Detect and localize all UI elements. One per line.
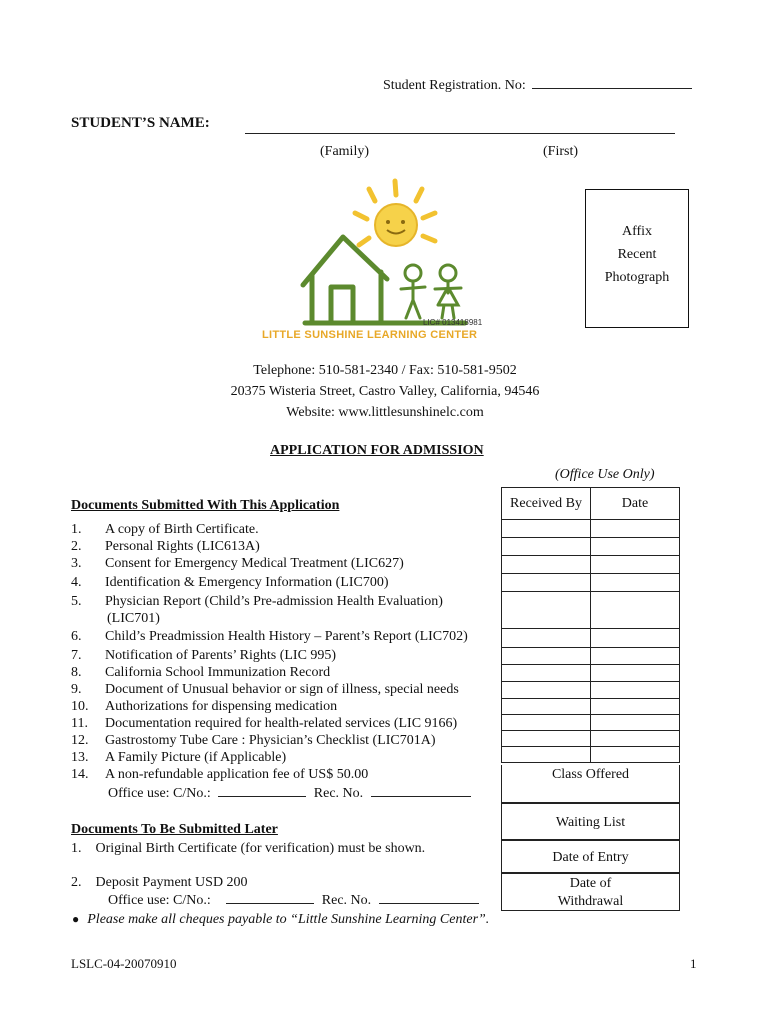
waiting-list-cell: Waiting List: [501, 803, 680, 840]
date-cell[interactable]: [591, 629, 680, 648]
list-item: 9. Document of Unusual behavior or sign of illness, special needs: [71, 682, 459, 697]
contact-block: [0, 360, 770, 423]
photo-line-affix: Affix: [621, 224, 653, 239]
family-label: (Family): [320, 144, 369, 159]
submitted-heading: Documents Submitted With This Application: [71, 498, 340, 513]
list-item: 1. A copy of Birth Certificate.: [71, 522, 259, 537]
date-cell[interactable]: [591, 538, 680, 556]
contact-phone: Telephone: 510-581-2340 / Fax: 510-581-9502: [253, 363, 517, 378]
cheque-note: ● Please make all cheques payable to “Little Sunshine Learning Center”.: [72, 912, 490, 927]
list-item: 10. Authorizations for dispensing medication: [71, 699, 338, 714]
received-by-cell[interactable]: [502, 574, 591, 592]
later-item-2: 2. Deposit Payment USD 200: [71, 875, 248, 890]
submitted-office-use-row: Office use: C/No.: Rec. No.: [108, 786, 471, 802]
received-by-cell[interactable]: [502, 699, 591, 715]
date-cell[interactable]: [591, 520, 680, 538]
office-use-label: (Office Use Only): [555, 467, 655, 482]
date-cell[interactable]: [591, 648, 680, 665]
page-title: APPLICATION FOR ADMISSION: [270, 443, 484, 458]
first-label: (First): [543, 144, 578, 159]
registration-number-field[interactable]: [532, 87, 692, 89]
received-by-cell[interactable]: [502, 520, 591, 538]
list-item: 8. California School Immunization Record: [71, 665, 331, 680]
date-cell[interactable]: [591, 715, 680, 731]
list-item: 4. Identification & Emergency Information (LIC700): [71, 575, 389, 590]
list-item: 5. Physician Report (Child’s Pre-admission Health Evaluation) (LIC701): [71, 594, 443, 626]
date-cell[interactable]: [591, 665, 680, 682]
photo-line-recent: Recent: [617, 247, 657, 262]
later-item-1: 1. Original Birth Certificate (for verification) must be shown.: [71, 841, 426, 856]
logo-license: LIC# 013418981: [423, 318, 483, 327]
list-item: 2. Personal Rights (LIC613A): [71, 539, 260, 554]
later-heading: Documents To Be Submitted Later: [71, 822, 278, 837]
page-number: 1: [690, 956, 697, 971]
office-use-table: [501, 487, 680, 763]
center-logo: [262, 175, 510, 350]
date-cell[interactable]: [591, 699, 680, 715]
form-code: LSLC-04-20070910: [71, 956, 177, 971]
list-item: 6. Child’s Preadmission Health History – Parent’s Report (LIC702): [71, 629, 468, 644]
date-cell[interactable]: [591, 747, 680, 763]
contact-website: Website: www.littlesunshinelc.com: [286, 405, 484, 420]
registration-number-row: [383, 78, 692, 94]
class-offered-cell: Class Offered: [501, 765, 680, 803]
list-item: 7. Notification of Parents’ Rights (LIC 995): [71, 648, 337, 663]
date-header: Date: [591, 488, 680, 520]
contact-address: 20375 Wisteria Street, Castro Valley, California, 94546: [230, 384, 540, 399]
received-by-header: Received By: [502, 488, 591, 520]
received-by-cell[interactable]: [502, 556, 591, 574]
received-by-cell[interactable]: [502, 715, 591, 731]
received-by-cell[interactable]: [502, 731, 591, 747]
received-by-cell[interactable]: [502, 747, 591, 763]
later-recno-field[interactable]: [379, 902, 479, 904]
received-by-cell[interactable]: [502, 665, 591, 682]
list-item: 3. Consent for Emergency Medical Treatment (LIC627): [71, 556, 404, 571]
bullet-icon: ●: [72, 912, 80, 926]
date-cell[interactable]: [591, 556, 680, 574]
date-cell[interactable]: [591, 731, 680, 747]
list-item: 13. A Family Picture (if Applicable): [71, 750, 287, 765]
received-by-cell[interactable]: [502, 592, 591, 629]
received-by-cell[interactable]: [502, 648, 591, 665]
date-cell[interactable]: [591, 682, 680, 699]
student-name-field[interactable]: [245, 133, 675, 134]
received-by-cell[interactable]: [502, 629, 591, 648]
logo-center-name: LITTLE SUNSHINE LEARNING CENTER: [262, 329, 478, 341]
list-item: 11. Documentation required for health-related services (LIC 9166): [71, 716, 458, 731]
date-cell[interactable]: [591, 592, 680, 629]
student-name-label: STUDENT’S NAME:: [71, 115, 210, 131]
received-by-cell[interactable]: [502, 538, 591, 556]
list-item: 14. A non-refundable application fee of US$ 50.00: [71, 767, 369, 782]
list-item: 12. Gastrostomy Tube Care : Physician’s Checklist (LIC701A): [71, 733, 436, 748]
submitted-documents-list: [71, 521, 511, 783]
photo-line-photograph: Photograph: [604, 270, 670, 285]
withdrawal-cell: Date of Withdrawal: [501, 873, 680, 911]
received-by-cell[interactable]: [502, 682, 591, 699]
registration-label: Student Registration. No:: [383, 78, 526, 93]
date-of-entry-cell: Date of Entry: [501, 840, 680, 873]
submitted-cno-field[interactable]: [218, 795, 306, 797]
submitted-recno-field[interactable]: [371, 795, 471, 797]
later-office-use-row: Office use: C/No.: Rec. No.: [108, 893, 479, 909]
photo-box: [585, 189, 689, 328]
later-cno-field[interactable]: [226, 902, 314, 904]
date-cell[interactable]: [591, 574, 680, 592]
